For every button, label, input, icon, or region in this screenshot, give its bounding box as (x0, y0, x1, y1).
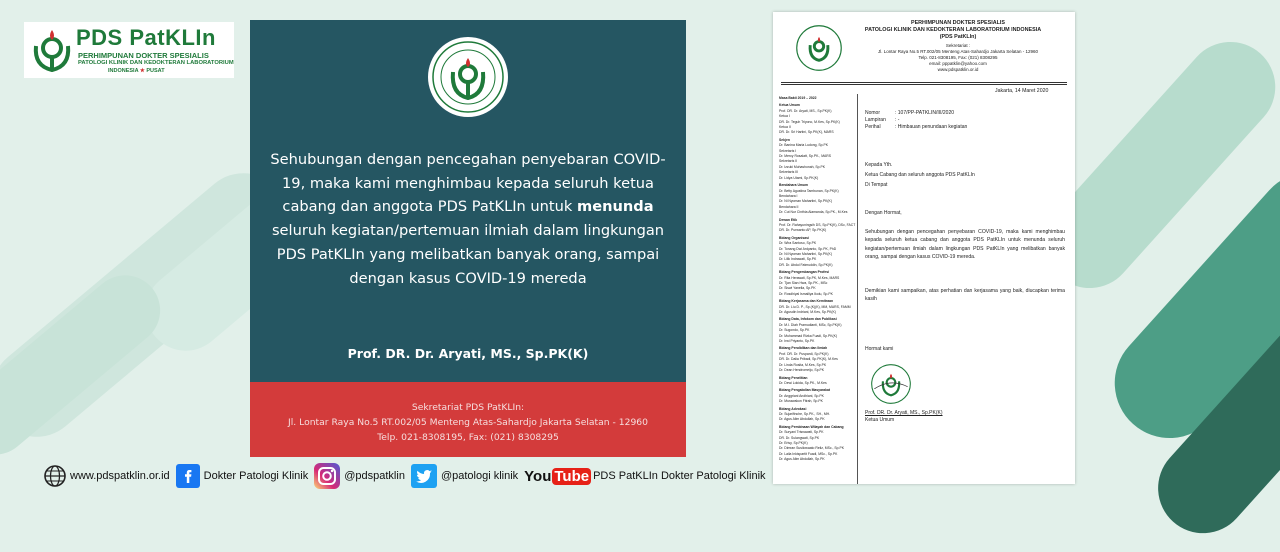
board-member: Dr. Linda Rosita, M.Kes, Sp.PK (779, 362, 827, 367)
announcement-emphasis: menunda (577, 198, 654, 216)
board-member: Dr. Dewi Lokida, Sp.PK., M.Kes (779, 380, 827, 385)
board-member: Sekretaris III (779, 170, 799, 175)
twitter-icon (411, 464, 437, 488)
board-member: Prof. DR. Dr. Puspardi, Sp.PK(K) (779, 351, 829, 356)
letter-field-label: Perihal (865, 124, 881, 130)
letter-field-value: : Himbauan penundaan kegiatan (895, 124, 968, 130)
board-group (779, 346, 857, 373)
board-member: Dr. Sugondo, Sp.PK (779, 328, 810, 333)
board-member: DR. Dr. Sri Hartini, Sp.PK(K), MARS (779, 130, 834, 135)
board-member: Dr. Cut Nur Cinthia Alamanda, Sp.PK., M.Kes (779, 210, 848, 215)
twitter-link[interactable] (411, 464, 518, 488)
board-group (779, 218, 857, 234)
letterhead-divider (781, 84, 1067, 85)
letterhead-email: email: pppatklin@yahoo.com (929, 61, 987, 66)
letter-closing: Hormat kami (865, 346, 894, 352)
board-group (779, 138, 857, 181)
facebook-link[interactable] (176, 464, 309, 488)
board-group-heading: Bidang Organisasi (779, 235, 809, 240)
board-member: Prof. Dr. Rahayuningsih DS, Sp.PK(K), DSc, FACT (779, 222, 856, 227)
board-group-heading: Bidang Pembinaan Wilayah dan Cabang (779, 424, 844, 429)
board-group-heading: Dewan Etik (779, 217, 798, 222)
signatory-title: Ketua Umum (865, 417, 895, 423)
youtube-link[interactable] (524, 468, 765, 485)
board-group (779, 183, 857, 215)
logo-branch: PUSAT (146, 68, 165, 74)
board-member: Dr. Erisy, Sp.PK(K) (779, 440, 808, 445)
board-member: Sekretaris II (779, 159, 798, 164)
board-member: Dr. Murawakon Fitrah, Sp.PK (779, 399, 823, 404)
board-group-heading: Bidang Advokasi (779, 406, 807, 411)
official-letter (773, 12, 1075, 484)
board-member: Dr. Tjan Sian Hwa, Sp.PK., MSc (779, 281, 828, 285)
board-member: Dr. Anggriani Andhiani, Sp.PK (779, 393, 824, 398)
board-member: Dr. Irwi Priyanto, Sp.PK (779, 339, 815, 344)
letterhead-secretariat: Sekretariat : (945, 43, 971, 48)
board-member: Dr. Laila Inkispartit Fuadi, MSc., Sp.PK (779, 451, 838, 456)
board-group (779, 407, 857, 423)
board-group-heading: Ketua Umum (779, 103, 800, 108)
logo-title: PDS PatKLIn (76, 25, 216, 50)
board-member: Dr. Dean Hendromeijo, Sp.PK (779, 368, 825, 373)
board-group-heading: Bidang Pengembangan Profesi (779, 270, 830, 275)
letter-field-label: Lampiran (865, 117, 886, 123)
logo-country: INDONESIA (108, 68, 139, 74)
twitter-label: @patologi klinik (440, 470, 519, 482)
board-members-column (779, 94, 858, 484)
letterhead-title: PERHIMPUNAN DOKTER SPESIALIS (910, 20, 1006, 26)
board-group-heading: Bidang Pendidikan dan Ilmiah (779, 346, 828, 351)
social-media-bar (44, 462, 772, 490)
globe-icon (44, 465, 66, 487)
board-group (779, 96, 857, 101)
letterhead-address: Jl. Lontar Raya No.5 RT.002/05 Menteng Atas-Sahardjo Jakarta Selatan - 12960 (877, 49, 1039, 54)
board-member: Dr. Izzuki Muhashonah, Sp.PK (779, 164, 825, 169)
board-member: Dr. Siswi Yanella, Sp.PK (779, 286, 816, 291)
board-member: Dr. Rosdhiyal Ismailiya Ikolu, Sp.PK (779, 291, 833, 296)
board-group-heading: Bendahara Umum (779, 183, 809, 188)
board-member: Dr. Betty Agustina Tambunan, Sp.PK(K) (779, 188, 839, 193)
announcement-text (260, 148, 676, 290)
board-group-heading: Bidang Data, Infokom dan Publikasi (779, 317, 837, 322)
instagram-label: @pdspatklin (344, 470, 405, 482)
board-member: Dr. M.I. Diah Pramudianti, MSc, Sp.PK(K) (779, 322, 842, 327)
youtube-logo-you: You (524, 467, 552, 485)
logo-subtitle: PATOLOGI KLINIK DAN KEDOKTERAN LABORATORIUM (78, 60, 234, 66)
announcement-text-part: seluruh kegiatan/pertemuan ilmiah dalam lingkungan PDS PatKLIn yang melibatkan banyak orang, sampai dengan kasus COVID-19 mereda (271, 222, 665, 287)
board-member: Ketua I (779, 114, 790, 119)
secretariat-footer (250, 382, 686, 457)
letterhead-title: (PDS PatKLIn) (939, 34, 977, 40)
board-member: DR. Dr. Purwanto AP, Sp.PK(K) (779, 228, 827, 233)
secretariat-address: Jl. Lontar Raya No.5 RT.002/05 Menteng Atas-Sahardjo Jakarta Selatan - 12960 (288, 417, 648, 428)
letter-number (865, 110, 954, 116)
youtube-icon (524, 468, 591, 485)
board-member: Bendahara II (779, 204, 799, 209)
youtube-logo-tube: Tube (554, 467, 590, 485)
secretariat-phone: Telp. 021-8308195, Fax: (021) 8308295 (377, 432, 559, 443)
board-member: Prof. DR. Dr. Aryati, MS., Sp.PK(K) (779, 108, 832, 113)
organization-logo (24, 22, 234, 78)
letterhead-website: www.pdspatklin.or.id (937, 67, 979, 72)
announcement-text-part: Sehubungan dengan pencegahan penyebaran COVID-19, maka kami menghimbau kepada seluruh ketua cabang dan anggota PDS PatKLIn untuk (270, 151, 666, 216)
board-group (779, 425, 857, 463)
letter-field-value: : 107/PP-PATKLIN/III/2020 (895, 110, 955, 116)
instagram-link[interactable] (314, 463, 405, 489)
board-member: DR. Dr. Dalia Pribadi, Sp.PK(K), M.Kes (779, 357, 838, 362)
board-group-heading: Masa Bakti 2019 – 2022 (779, 96, 817, 100)
board-member: Dr. Ni Nyoman Mahartini, Sp.PK(K) (779, 199, 832, 204)
youtube-label: PDS PatKLIn Dokter Patologi Klinik (593, 470, 766, 482)
announcement-signature: Prof. DR. Dr. Aryati, MS., Sp.PK(K) (347, 346, 589, 361)
board-member: Dr. Tonang Dwi Ardyanto, Sp.PK, PhD (779, 246, 837, 251)
board-member: Dr. Rita Herawati, Sp.PK, M.Kes, MARS (779, 275, 840, 280)
board-member: Dr. Muhammad Rizka Fuadi, Sp.PK(K) (779, 333, 838, 338)
letter-field-value: : - (895, 117, 900, 123)
board-member: Dr. Agus Alim Abdullah, Sp.PK (779, 417, 825, 422)
board-member: DR. Dr. Sulangwati, Sp.PK (779, 435, 820, 440)
board-group-heading: Bidang Penelitian (779, 375, 808, 380)
board-member: DR. Dr. Abdul Fatmuddin, Sp.PK(K) (779, 262, 833, 267)
board-member: Dr. Suryani Trisnawati, Sp.PK (779, 430, 824, 435)
board-group (779, 317, 857, 344)
signatory-name: Prof. DR. Dr. Aryati, MS., Sp.PK(K) (865, 410, 943, 416)
website-link[interactable] (44, 465, 170, 487)
board-group (779, 270, 857, 297)
letter-attachment (865, 117, 899, 123)
letter-paragraph: Demikian kami sampaikan, atas perhatian dan kerjasama yang baik, diucapkan terima kasih (865, 288, 1065, 303)
instagram-icon (314, 463, 340, 489)
board-member: Bendahara I (779, 193, 798, 198)
website-label: www.pdspatklin.or.id (70, 470, 170, 482)
board-member: Ketua II (779, 125, 791, 130)
letter-recipient: Di Tempat (865, 182, 888, 188)
facebook-label: Dokter Patologi Klinik (203, 470, 309, 482)
secretariat-label: Sekretariat PDS PatKLIn: (411, 402, 525, 413)
board-group-heading: Bidang Kerjasama dan Kemitraan (779, 299, 834, 304)
board-member: Dr. Sujarifinche, Sp.PK., SH., MH. (779, 411, 831, 416)
star-icon: ★ (139, 68, 145, 74)
board-group (779, 299, 857, 315)
board-member: DR. Dr. Liu D. P., Sp.(K)(K), MM, MARS, FAMM (779, 304, 851, 309)
board-member: Dr. Ni Nyoman Mahartini, Sp.PK(K) (779, 251, 832, 256)
board-member: Dr. Lidya Utami, Sp.PK(K) (779, 175, 819, 180)
letterhead-divider (781, 82, 1067, 83)
letterhead-title: PATOLOGI KLINIK DAN KEDOKTERAN LABORATORIUM INDONESIA (864, 27, 1042, 33)
board-member: Dr. Lilik Indrawati, Sp.PK (779, 257, 817, 262)
board-group (779, 376, 857, 387)
letter-field-label: Nomor (865, 110, 881, 116)
board-group (779, 388, 857, 404)
letter-recipient: Ketua Cabang dan seluruh anggota PDS PatKLIn (865, 172, 975, 178)
patklin-logo-icon (30, 26, 74, 74)
board-group-heading: Sekjen (779, 137, 790, 142)
board-group (779, 103, 857, 135)
organization-seal-icon (427, 36, 509, 118)
board-member: DR. Dr. Teguh Triyono, M.Kes, Sp.PK(K) (779, 119, 840, 124)
signature-stamp-icon (869, 362, 913, 406)
board-member: Dr. Agusdin Indriani, M.Kes, Sp.PK(K) (779, 310, 836, 315)
board-member: Sekretaris I (779, 148, 797, 153)
logo-subtitle: PERHIMPUNAN DOKTER SPESIALIS (78, 51, 209, 60)
board-member: Dr. Banina Maria Ludong, Sp.PK (779, 143, 829, 148)
board-member: Dr. Wira Santoso, Sp.PK (779, 241, 817, 246)
letter-recipient: Kepada Yth. (865, 162, 893, 168)
board-member: Dr. Dimran Susilowaato Reliz, MSc., Sp.PK (779, 446, 845, 451)
letter-paragraph: Sehubungan dengan pencegahan penyebaran COVID-19, maka kami menghimbau kepada seluruh ketua cabang dan anggota PDS PatKLIn untuk menunda seluruh kegiatan/pertemuan ilmiah dalam lingkungan PDS PatKLIn yang melibatkan banyak orang, sampai dengan kasus COVID-19 mereda. (865, 229, 1065, 261)
board-member: Dr. Mercy Rosalatt, Sp.PK., MARS (779, 154, 832, 159)
board-group (779, 236, 857, 268)
board-group-heading: Bidang Pengabdian Masyarakat (779, 388, 831, 393)
announcement-card (250, 20, 686, 382)
letter-date: Jakarta, 14 Maret 2020 (995, 88, 1049, 94)
facebook-icon (176, 464, 200, 488)
letterhead-phone: Telp. 021-8308195, Fax: (021) 8308295 (918, 55, 998, 60)
board-member: Dr. Agus Alim Abdullah, Sp.PK (779, 457, 825, 462)
letter-greeting: Dengan Hormat, (865, 210, 902, 216)
letter-subject (865, 124, 967, 130)
logo-subtitle (108, 68, 165, 74)
